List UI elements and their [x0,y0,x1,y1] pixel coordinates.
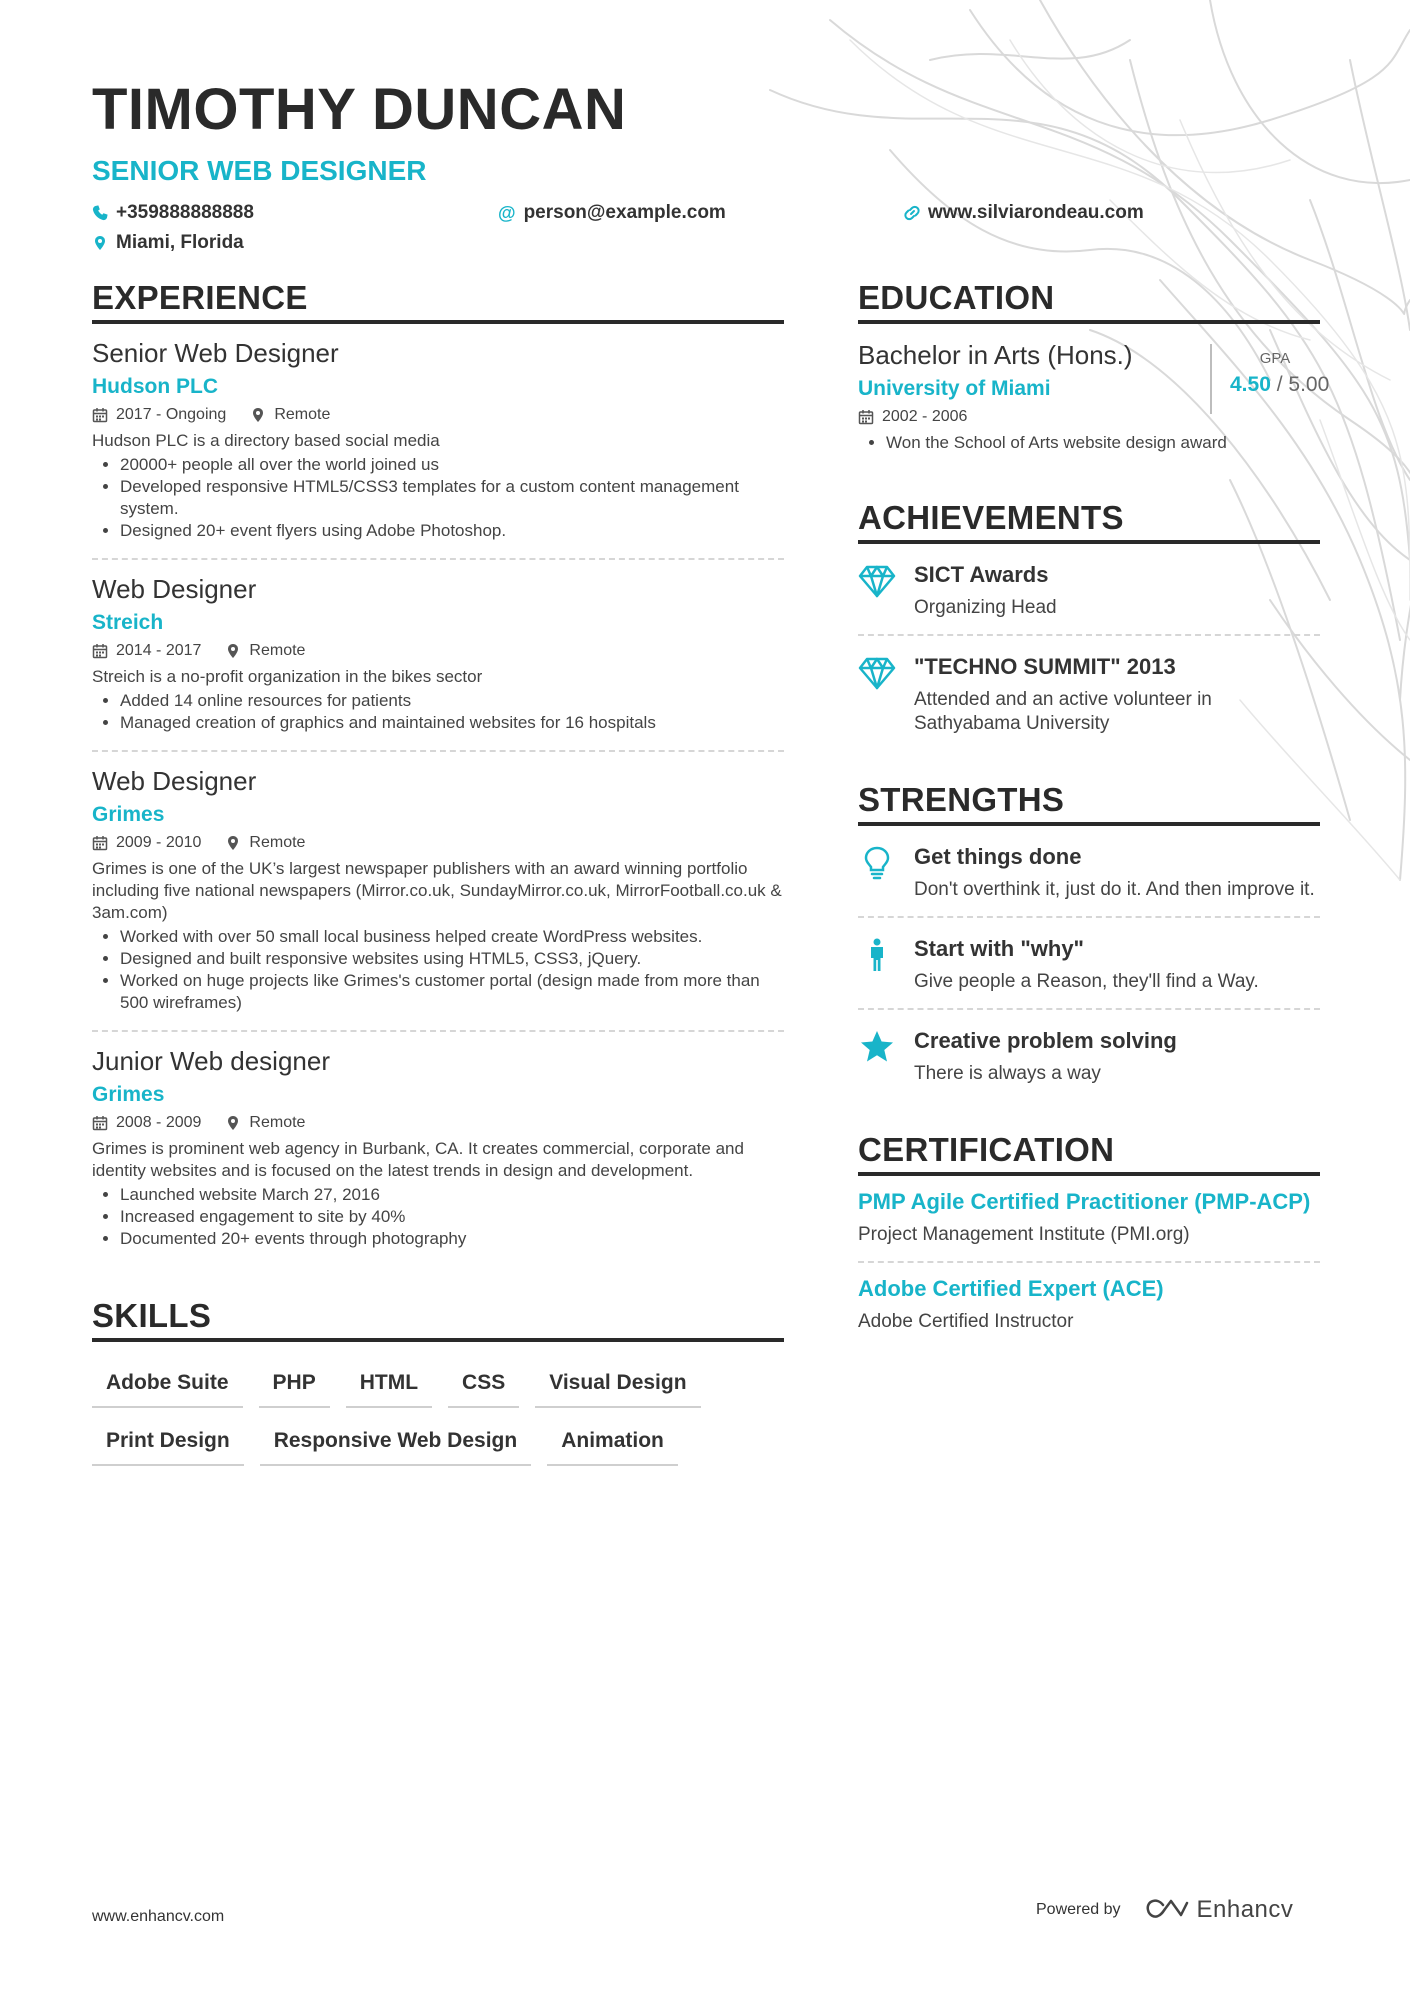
strength-description: Don't overthink it, just do it. And then improve it. [914,879,1315,900]
experience-entry [92,324,784,560]
job-bullet: • Developed responsive HTML5/CSS3 templates for a custom content management system. [120,476,784,520]
contact-email[interactable] [498,202,726,224]
job-bullet: • Increased engagement to site by 40% [120,1206,784,1228]
footer-site-link[interactable]: www.enhancv.com [92,1908,225,1925]
gpa-block [1210,344,1330,414]
skill-tag: Animation [547,1422,678,1466]
skill-tag: HTML [346,1364,432,1408]
job-dates-text: 2017 - Ongoing [116,406,227,423]
job-bullet: • Designed and built responsive websites using HTML5, CSS3, jQuery. [120,948,784,970]
strength-body [914,934,1259,994]
achievement-title: SICT Awards [914,562,1049,587]
job-location-text: Remote [249,834,306,851]
strength-item [858,826,1320,918]
link-icon [904,205,920,221]
job-bullets [92,926,784,1014]
right-column [858,278,1330,1348]
job-description: Grimes is prominent web agency in Burbank, CA. It creates commercial, corporate and identity websites and is focused on the latest trends in design and development. [92,1139,744,1180]
achievement-icon-wrap [858,652,898,736]
candidate-title: SENIOR WEB DESIGNER [92,155,427,186]
job-dates [92,640,201,662]
education-entry [858,324,1330,454]
calendar-icon [92,1115,108,1131]
skill-tag: Adobe Suite [92,1364,243,1408]
contact-phone [92,202,254,224]
gpa-label: GPA [1259,350,1291,367]
candidate-name: TIMOTHY DUNCAN [92,77,627,142]
strength-icon-wrap [858,1026,898,1086]
skill-tag: CSS [448,1364,519,1408]
location-pin-icon [225,1115,241,1131]
company-name: Grimes [92,1083,165,1106]
job-dates [92,404,226,426]
education-meta [858,406,1188,428]
achievement-body [914,560,1057,620]
enhancv-logo[interactable] [1145,1896,1294,1924]
strength-item [858,1010,1320,1100]
job-description: Hudson PLC is a directory based social media [92,431,440,450]
achievement-description: Attended and an active volunteer in Sathyabama University [914,689,1212,734]
job-location-text: Remote [249,642,306,659]
education-main [858,338,1188,432]
job-description: Streich is a no-profit organization in the bikes sector [92,667,483,686]
strength-icon-wrap [858,842,898,902]
education-bullets [858,432,1320,454]
strength-description: Give people a Reason, they'll find a Way. [914,971,1259,992]
phone-icon [92,205,108,221]
job-dates [92,832,201,854]
job-bullet: • Added 14 online resources for patients [120,690,784,712]
location-pin-icon [92,235,108,251]
job-meta [92,832,784,854]
strengths-heading: STRENGTHS [858,780,1320,826]
strength-body [914,1026,1177,1086]
education-heading: EDUCATION [858,278,1320,324]
achievement-description: Organizing Head [914,597,1057,618]
lightbulb-icon [858,846,896,880]
degree-title: Bachelor in Arts (Hons.) [858,340,1133,370]
job-bullet: • Documented 20+ events through photography [120,1228,784,1250]
skill-tag: PHP [259,1364,330,1408]
strength-body [914,842,1315,902]
job-meta [92,640,784,662]
job-dates [92,1112,201,1134]
calendar-icon [92,835,108,851]
job-dates-text: 2008 - 2009 [116,1114,202,1131]
left-column [92,278,784,1466]
experience-entry [92,1032,784,1266]
strength-description: There is always a way [914,1063,1101,1084]
job-bullets [92,690,784,734]
school-name: University of Miami [858,377,1051,400]
strength-title: Start with "why" [914,936,1084,961]
star-icon [858,1030,896,1064]
job-meta [92,1112,784,1134]
certification-issuer: Project Management Institute (PMI.org) [858,1224,1190,1245]
certification-heading: CERTIFICATION [858,1130,1320,1176]
achievement-item [858,544,1320,636]
achievements-heading: ACHIEVEMENTS [858,498,1320,544]
job-title: Web Designer [92,574,257,604]
company-name: Streich [92,611,164,634]
contact-location [92,232,244,254]
powered-by-text: Powered by [1036,1901,1121,1918]
enhancv-logo-icon [1145,1897,1189,1923]
job-location [250,404,330,426]
job-bullets [92,454,784,542]
strength-icon-wrap [858,934,898,994]
strength-title: Creative problem solving [914,1028,1177,1053]
company-name: Grimes [92,803,165,826]
diamond-icon [858,656,896,690]
job-bullet: • Designed 20+ event flyers using Adobe Photoshop. [120,520,784,542]
achievement-item [858,636,1320,750]
job-description: Grimes is one of the UK’s largest newspaper publishers with an award winning portfolio including five national newspapers (Mirror.co.uk, SundayMirror.co.uk, MirrorFootball.co.uk & 3am.com) [92,859,782,922]
location-pin-icon [250,407,266,423]
experience-entry [92,560,784,752]
location-text: Miami, Florida [116,232,244,253]
certification-item [858,1176,1320,1263]
diamond-icon [858,564,896,598]
gpa-value: 4.50 [1230,373,1271,396]
calendar-icon [92,407,108,423]
company-name: Hudson PLC [92,375,218,398]
achievement-icon-wrap [858,560,898,620]
email-text: person@example.com [523,202,726,223]
phone-text: +359888888888 [116,202,254,223]
experience-entry [92,752,784,1032]
website-text: www.silviarondeau.com [928,202,1144,223]
strength-item [858,918,1320,1010]
job-meta [92,404,784,426]
person-icon [858,938,896,972]
education-bullet: • Won the School of Arts website design award [886,432,1320,454]
skills-list [92,1364,784,1466]
job-bullet: • Launched website March 27, 2016 [120,1184,784,1206]
location-pin-icon [225,643,241,659]
certification-title: Adobe Certified Expert (ACE) [858,1276,1164,1301]
job-location [225,832,305,854]
gpa-value-row [1230,373,1330,397]
certification-item [858,1263,1320,1348]
job-location [225,640,305,662]
at-icon: @ [498,202,516,223]
job-bullet: • Worked with over 50 small local business helped create WordPress websites. [120,926,784,948]
job-dates-text: 2009 - 2010 [116,834,202,851]
calendar-icon [858,409,874,425]
resume-header [92,70,1322,262]
job-dates-text: 2014 - 2017 [116,642,202,659]
job-bullet: • Managed creation of graphics and maintained websites for 16 hospitals [120,712,784,734]
skill-tag: Visual Design [535,1364,700,1408]
footer-powered [1036,1896,1293,1924]
education-dates [858,406,967,428]
enhancv-logo-text: Enhancv [1196,1896,1294,1923]
job-bullets [92,1184,784,1250]
gpa-separator: / [1270,373,1289,396]
job-bullet: • Worked on huge projects like Grimes's customer portal (design made from more than 500 wireframes) [120,970,784,1014]
gpa-max: 5.00 [1288,373,1330,396]
contact-website[interactable] [904,202,1144,224]
certification-title: PMP Agile Certified Practitioner (PMP-ACP) [858,1189,1311,1214]
certification-issuer: Adobe Certified Instructor [858,1311,1074,1332]
job-location-text: Remote [249,1114,306,1131]
job-title: Web Designer [92,766,257,796]
skill-tag: Responsive Web Design [260,1422,532,1466]
achievement-body [914,652,1320,736]
education-dates-text: 2002 - 2006 [882,408,968,425]
achievement-title: "TECHNO SUMMIT" 2013 [914,654,1176,679]
job-bullet: • 20000+ people all over the world joined us [120,454,784,476]
experience-heading: EXPERIENCE [92,278,784,324]
job-location-text: Remote [274,406,331,423]
calendar-icon [92,643,108,659]
strength-title: Get things done [914,844,1082,869]
contact-info [92,196,1322,262]
job-title: Junior Web designer [92,1046,330,1076]
skill-tag: Print Design [92,1422,244,1466]
education-row [858,338,1330,432]
location-pin-icon [225,835,241,851]
job-location [225,1112,305,1134]
skills-heading: SKILLS [92,1296,784,1342]
job-title: Senior Web Designer [92,338,339,368]
